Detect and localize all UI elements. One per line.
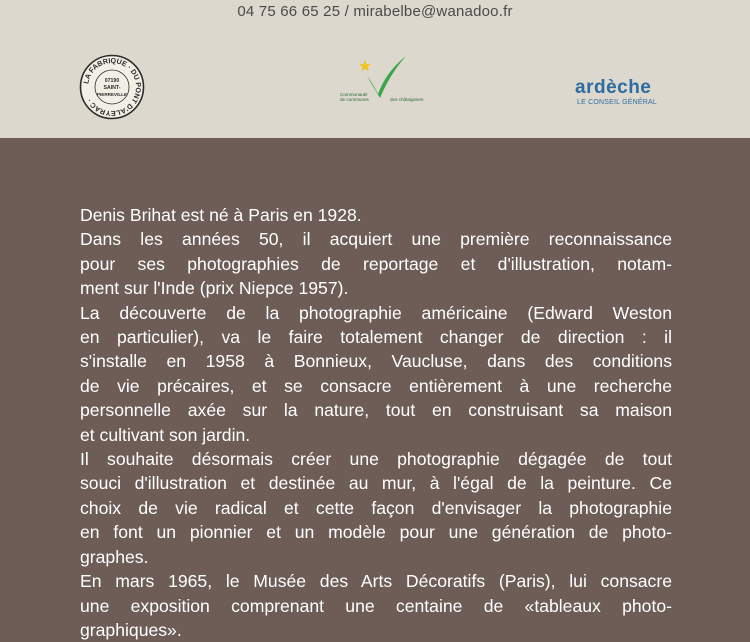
text-line: graphes. (80, 546, 149, 567)
seal-line-1: 07190 (104, 78, 120, 84)
text-line: souci d'illustration et destinée au mur, à l'égal de la peinture. Ce (80, 473, 672, 494)
text-line: Il souhaite désormais créer une photographie dégagée de tout (80, 449, 672, 470)
star-icon (359, 60, 371, 71)
text-line: ment sur l'Inde (prix Niepce 1957). (80, 278, 349, 299)
seal-line-2: SAINT- (103, 85, 121, 91)
text-line: en font un pionnier et un modèle pour une génération de photo- (80, 522, 672, 543)
text-line: en particulier), va le faire totalement changer de direction : il (80, 327, 672, 348)
paragraph (80, 203, 672, 227)
com-text-3: des châtaigniers (390, 97, 424, 102)
paragraph (80, 569, 672, 642)
com-text-2: de communes (340, 97, 369, 102)
text-line: Dans les années 50, il acquiert une première reconnaissance (80, 229, 672, 250)
ardeche-subtitle: LE CONSEIL GÉNÉRAL (577, 99, 657, 106)
text-line: Denis Brihat est né à Paris en 1928. (80, 205, 362, 225)
paragraph (80, 301, 672, 447)
text-line: et cultivant son jardin. (80, 424, 251, 445)
paragraph (80, 447, 672, 569)
text-line: de vie précaires, et se consacre entièrement à une recherche (80, 375, 672, 396)
text-line: personnelle axée sur la nature, tout en construisant sa maison (80, 400, 672, 421)
header-band (0, 0, 750, 138)
seal-ring-text: LA FABRIQUE · DU PONT D'ALEYRAC · (81, 55, 144, 119)
ardeche-title: ardèche (575, 77, 652, 98)
ardeche-logo (572, 74, 676, 108)
com-text-1: Communauté (340, 92, 368, 97)
biography-text (80, 203, 672, 642)
text-line: graphiques». (80, 619, 182, 640)
text-line: choix de vie radical et cette façon d'envisager la photographie (80, 497, 672, 518)
seal-line-3: PIERREVILLE (96, 92, 128, 97)
la-fabrique-seal-logo (79, 54, 145, 120)
communaute-de-communes-logo (334, 52, 434, 108)
text-line: s'installe en 1958 à Bonnieux, Vaucluse, dans des conditions (80, 351, 672, 372)
text-line: En mars 1965, le Musée des Arts Décoratifs (Paris), lui consacre (80, 571, 672, 592)
paragraph (80, 227, 672, 300)
checkmark-icon (367, 56, 406, 98)
text-line: pour ses photographies de reportage et d'illustration, notam- (80, 253, 672, 274)
text-line: La découverte de la photographie américaine (Edward Weston (80, 302, 672, 323)
text-line: une exposition comprenant une centaine de «tableaux photo- (80, 595, 672, 616)
contact-info: 04 75 66 65 25 / mirabelbe@wanadoo.fr (237, 3, 513, 20)
